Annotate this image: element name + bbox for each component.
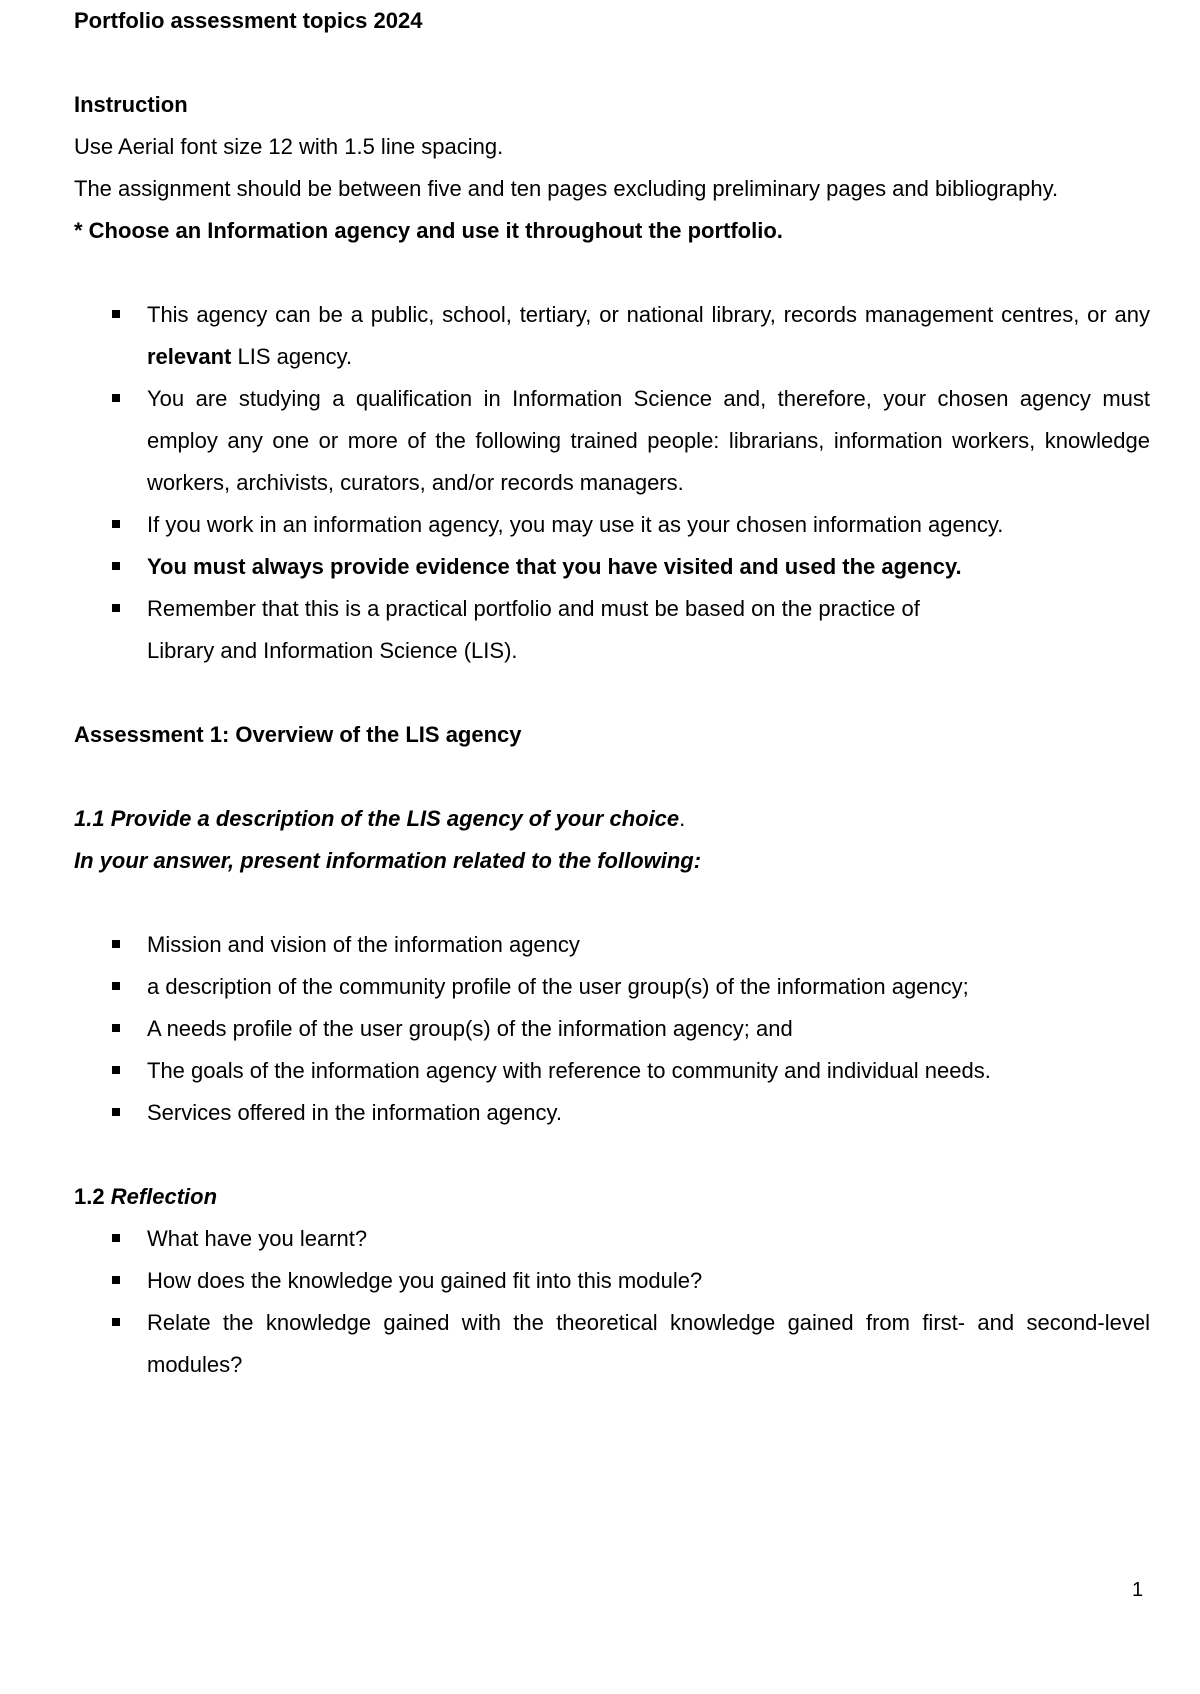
square-bullet-icon — [112, 394, 120, 402]
spacer — [74, 672, 1150, 714]
list-item-text: a description of the community profile of the user group(s) of the information agency; — [147, 974, 969, 999]
reflection-list — [74, 1218, 1150, 1386]
square-bullet-icon — [112, 1276, 120, 1284]
square-bullet-icon — [112, 562, 120, 570]
list-item — [74, 1218, 1150, 1260]
list-item-text: Remember that this is a practical portfolio and must be based on the practice of — [147, 596, 920, 621]
square-bullet-icon — [112, 1234, 120, 1242]
list-item-text: You are studying a qualification in Information Science and, therefore, your chosen agency must employ any one or more of the following trained people: librarians, information workers, knowledge workers, archivists, curators, and/or records managers. — [147, 386, 1150, 495]
list-item — [74, 546, 1150, 588]
question-1-1-title-end: . — [679, 806, 686, 831]
list-item-text: If you work in an information agency, you may use it as your chosen information agency. — [147, 512, 1004, 537]
question-1-2-number: 1.2 — [74, 1184, 111, 1209]
list-item — [74, 1050, 1150, 1092]
page-number: 1 — [1132, 1579, 1144, 1601]
instruction-heading: Instruction — [74, 92, 188, 117]
square-bullet-icon — [112, 520, 120, 528]
evidence-requirement: You must always provide evidence that you have visited and used the agency. — [147, 554, 962, 579]
list-item — [74, 588, 1150, 672]
list-item — [74, 504, 1150, 546]
instruction-font-line: Use Aerial font size 12 with 1.5 line spacing. — [74, 134, 504, 159]
list-item-text: Services offered in the information agency. — [147, 1100, 562, 1125]
question-1-1-title — [74, 798, 1150, 840]
list-item-text: What have you learnt? — [147, 1226, 368, 1251]
question-1-1-title-text: 1.1 Provide a description of the LIS agency of your choice — [74, 806, 680, 831]
choose-agency-note: * Choose an Information agency and use it throughout the portfolio. — [74, 218, 783, 243]
list-item — [74, 924, 1150, 966]
list-item-text: LIS agency. — [231, 344, 353, 369]
list-item — [74, 1302, 1150, 1386]
list-item-text: Relate the knowledge gained with the theoretical knowledge gained from first- and second-level modules? — [147, 1310, 1150, 1377]
question-1-1-list — [74, 924, 1150, 1134]
square-bullet-icon — [112, 1024, 120, 1032]
list-item — [74, 378, 1150, 504]
question-1-1-subtitle: In your answer, present information related to the following: — [74, 848, 702, 873]
list-item — [74, 1092, 1150, 1134]
list-item-text: Library and Information Science (LIS). — [147, 638, 518, 663]
list-item — [74, 294, 1150, 378]
relevant-emphasis: relevant — [147, 344, 232, 369]
list-item-text: This agency can be a public, school, tertiary, or national library, records management centres, or any — [147, 302, 1150, 327]
square-bullet-icon — [112, 1066, 120, 1074]
list-item — [74, 1008, 1150, 1050]
square-bullet-icon — [112, 1108, 120, 1116]
spacer — [74, 42, 1150, 84]
list-item — [74, 1260, 1150, 1302]
agency-requirements-list — [74, 294, 1150, 672]
square-bullet-icon — [112, 604, 120, 612]
spacer — [74, 882, 1150, 924]
spacer — [74, 756, 1150, 798]
question-1-2-title — [74, 1176, 1150, 1218]
document-page — [74, 0, 1150, 1386]
assessment-1-heading: Assessment 1: Overview of the LIS agency — [74, 722, 522, 747]
square-bullet-icon — [112, 310, 120, 318]
question-1-2-title-text: Reflection — [110, 1184, 218, 1209]
instruction-length-line: The assignment should be between five and ten pages excluding preliminary pages and bibliography. — [74, 176, 1059, 201]
square-bullet-icon — [112, 1318, 120, 1326]
document-title: Portfolio assessment topics 2024 — [74, 8, 423, 33]
square-bullet-icon — [112, 982, 120, 990]
list-item-text: The goals of the information agency with reference to community and individual needs. — [147, 1058, 991, 1083]
spacer — [74, 1134, 1150, 1176]
list-item-text: Mission and vision of the information agency — [147, 932, 580, 957]
list-item — [74, 966, 1150, 1008]
square-bullet-icon — [112, 940, 120, 948]
spacer — [74, 252, 1150, 294]
list-item-text: How does the knowledge you gained fit into this module? — [147, 1268, 703, 1293]
list-item-text: A needs profile of the user group(s) of the information agency; and — [147, 1016, 793, 1041]
